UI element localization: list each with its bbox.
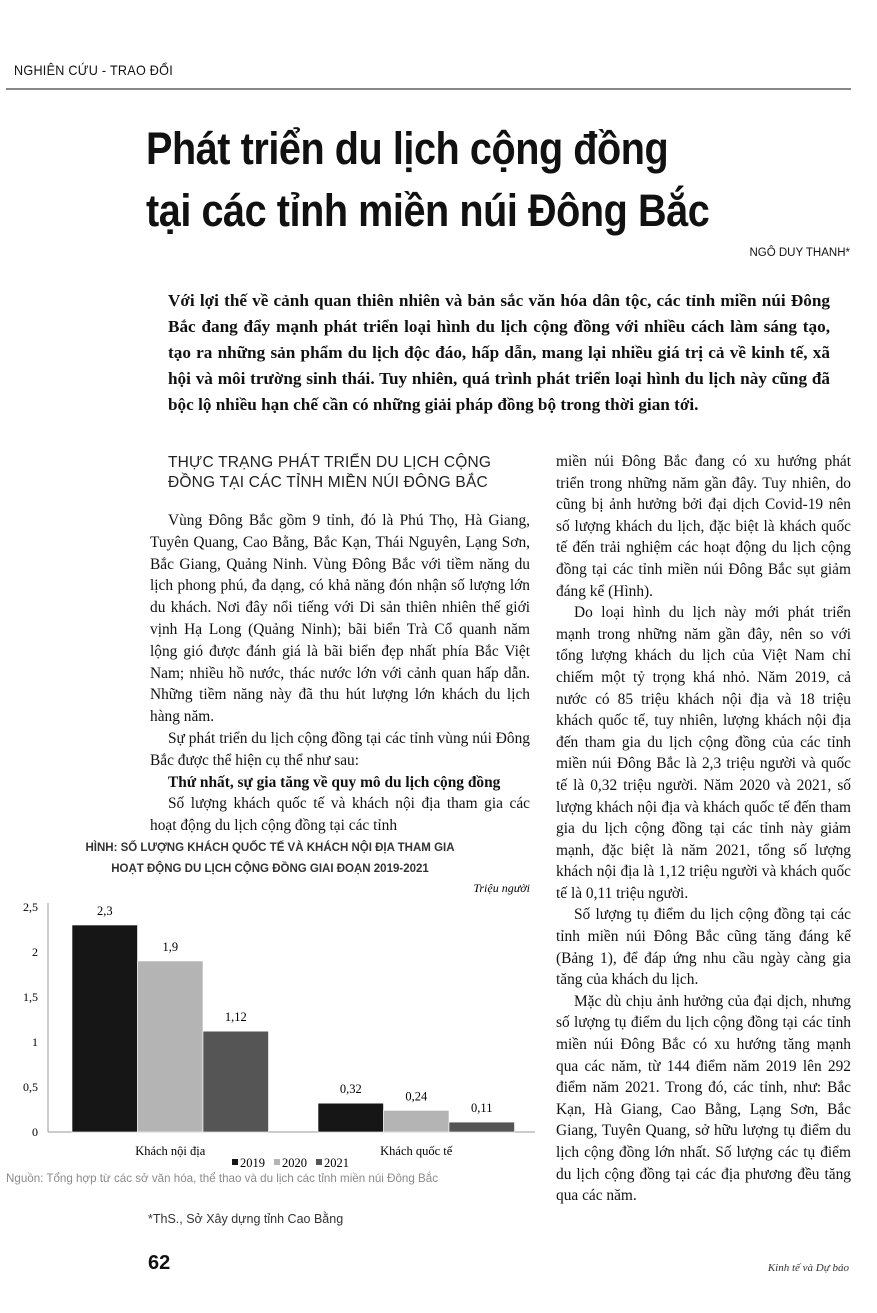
y-tick-label: 1,5 <box>23 990 38 1004</box>
y-tick-label: 1 <box>32 1035 38 1049</box>
data-label: 0,32 <box>339 1082 362 1097</box>
abstract: Với lợi thế về cảnh quan thiên nhiên và bản sắc văn hóa dân tộc, các tỉnh miền núi Đông Bắc đang đẩy mạnh phát triển loại hình du lịch cộng đồng với nhiều cách làm sáng tạo, tạo ra những sản phẩm du lịch độc đáo, hấp dẫn, mang lại nhiều giá trị cả về kinh tế, xã hội và môi trường sinh thái. Tuy nhiên, quá trình phát triển loại hình du lịch này cũng đã bộc lộ nhiều hạn chế cần có những giải pháp đồng bộ trong thời gian tới. <box>168 291 830 414</box>
bar-2020-1 <box>384 1110 450 1132</box>
bars <box>72 904 515 1132</box>
page-number: 62 <box>148 1252 171 1274</box>
unit-label: Triệu người <box>473 881 530 895</box>
paragraph: Số lượng khách quốc tế và khách nội địa tham gia các hoạt động du lịch cộng đồng tại các tỉnh <box>150 795 530 835</box>
bar-2021-0 <box>203 1031 269 1132</box>
title-line: Phát triển du lịch cộng đồng <box>146 123 669 174</box>
paragraph: Mặc dù chịu ảnh hưởng của đại dịch, nhưng số lượng tụ điểm du lịch cộng đồng tại các tỉnh miền núi Đông Bắc có xu hướng tăng mạnh qua các năm, từ 144 điểm năm 2019 lên 292 điểm năm 2021. Trong đó, các tỉnh, như: Bắc Kạn, Hà Giang, Cao Bằng, Lạng Sơn, Bắc Giang, Tuyên Quang, sở hữu lượng tụ điểm du lịch cộng đồng lớn nhất. Số lượng các tụ điểm du lịch cộng đồng tại các địa phương đều tăng qua các năm. <box>556 992 851 1205</box>
figure-title-line: HOẠT ĐỘNG DU LỊCH CỘNG ĐỒNG GIAI ĐOẠN 2019-2021 <box>111 863 429 875</box>
subheading: Thứ nhất, sự gia tăng về quy mô du lịch cộng đồng <box>168 773 501 791</box>
legend <box>232 1156 349 1170</box>
section-heading: THỰC TRẠNG PHÁT TRIỂN DU LỊCH CỘNG ĐỒNG TẠI CÁC TỈNH MIỀN NÚI ĐÔNG BẮC <box>168 454 492 491</box>
legend-swatch-2021 <box>316 1159 322 1165</box>
legend-label: 2019 <box>240 1156 265 1170</box>
left-column <box>150 510 530 837</box>
author: NGÔ DUY THANH* <box>749 247 850 259</box>
x-tick-label: Khách quốc tế <box>380 1144 453 1158</box>
paragraph: Vùng Đông Bắc gồm 9 tỉnh, đó là Phú Thọ, Hà Giang, Tuyên Quang, Cao Bằng, Bắc Kạn, Thái Nguyên, Lạng Sơn, Bắc Giang, Quảng Ninh. Vùng Đông Bắc với tiềm năng du lịch phong phú, đa dạng, có khả năng đón nhận số lượng lớn du khách. Nơi đây nổi tiếng với Di sản thiên nhiên thế giới vịnh Hạ Long (Quảng Ninh); bãi biển Trà Cổ quanh năm lộng gió được đánh giá là bãi biển đẹp nhất phía Bắc Việt Nam; nhiều hồ nước, thác nước lớn với cảnh quan hấp dẫn. Những tiềm năng này đã thu hút lượng lớn khách du lịch hàng năm. <box>150 512 530 726</box>
paragraph: miền núi Đông Bắc đang có xu hướng phát triển trong những năm gần đây. Tuy nhiên, do cũng bị ảnh hưởng bởi đại dịch Covid-19 nên số lượng khách du lịch, đặc biệt là khách quốc tế đến trải nghiệm các hoạt động du lịch cộng đồng tại các tỉnh miền núi Đông Bắc sụt giảm đáng kể (Hình). <box>556 453 851 600</box>
article-title <box>146 118 780 242</box>
legend-label: 2020 <box>282 1156 307 1170</box>
y-tick-label: 2 <box>32 945 38 959</box>
journal-name: Kinh tế và Dự báo <box>767 1262 849 1274</box>
y-tick-label: 0 <box>32 1125 38 1139</box>
footnote: *ThS., Sở Xây dựng tỉnh Cao Bằng <box>148 1212 344 1226</box>
figure-source: Nguồn: Tổng hợp từ các sở văn hóa, thể thao và du lịch các tỉnh miền núi Đông Bắc <box>6 1172 439 1185</box>
bar-2019-0 <box>72 925 138 1132</box>
legend-label: 2021 <box>324 1156 349 1170</box>
legend-swatch-2020 <box>274 1159 280 1165</box>
bar-2019-1 <box>318 1103 384 1132</box>
bar-chart <box>0 838 540 1188</box>
data-label: 1,12 <box>224 1010 247 1025</box>
bar-2020-0 <box>138 961 204 1132</box>
right-column <box>556 451 851 1207</box>
y-tick-label: 2,5 <box>23 900 38 914</box>
legend-swatch-2019 <box>232 1159 238 1165</box>
data-label: 0,11 <box>471 1101 493 1116</box>
x-tick-label: Khách nội địa <box>135 1144 206 1158</box>
bar-2021-1 <box>449 1122 515 1132</box>
paragraph: Do loại hình du lịch này mới phát triển mạnh trong những năm gần đây, nên so với tổng lượng khách du lịch của Việt Nam chỉ chiếm một tỷ trọng khá nhỏ. Năm 2019, cả nước có 85 triệu khách nội địa và 18 triệu khách quốc tế, tuy nhiên, lượng khách nội địa đến tham gia du lịch cộng đồng của các tỉnh miền núi Đông Bắc là 2,3 triệu người và quốc tế là 0,32 triệu người. Năm 2020 và 2021, số lượng khách nội địa và khách quốc tế đến tham gia du lịch cộng đồng tại các tỉnh này giảm mạnh, đặc biệt là năm 2021, tổng số lượng khách nội địa là 1,12 triệu người và khách quốc tế là 0,11 triệu người. <box>556 604 851 902</box>
section-label: NGHIÊN CỨU - TRAO ĐỔI <box>14 62 174 78</box>
paragraph: Số lượng tụ điểm du lịch cộng đồng tại các tỉnh miền núi Đông Bắc cũng tăng đáng kể (Bảng 1), để đáp ứng nhu cầu ngày càng gia tăng của khách du lịch. <box>556 906 851 989</box>
data-label: 2,3 <box>96 904 113 918</box>
y-tick-label: 0,5 <box>23 1080 38 1094</box>
figure-title-line: HÌNH: SỐ LƯỢNG KHÁCH QUỐC TẾ VÀ KHÁCH NỘI ĐỊA THAM GIA <box>85 842 455 854</box>
data-label: 1,9 <box>162 940 179 954</box>
paragraph: Sự phát triển du lịch cộng đồng tại các tỉnh vùng núi Đông Bắc được thể hiện cụ thể như sau: <box>150 729 530 769</box>
header-rule <box>6 88 851 90</box>
title-line: tại các tỉnh miền núi Đông Bắc <box>146 185 710 236</box>
data-label: 0,24 <box>405 1089 428 1104</box>
